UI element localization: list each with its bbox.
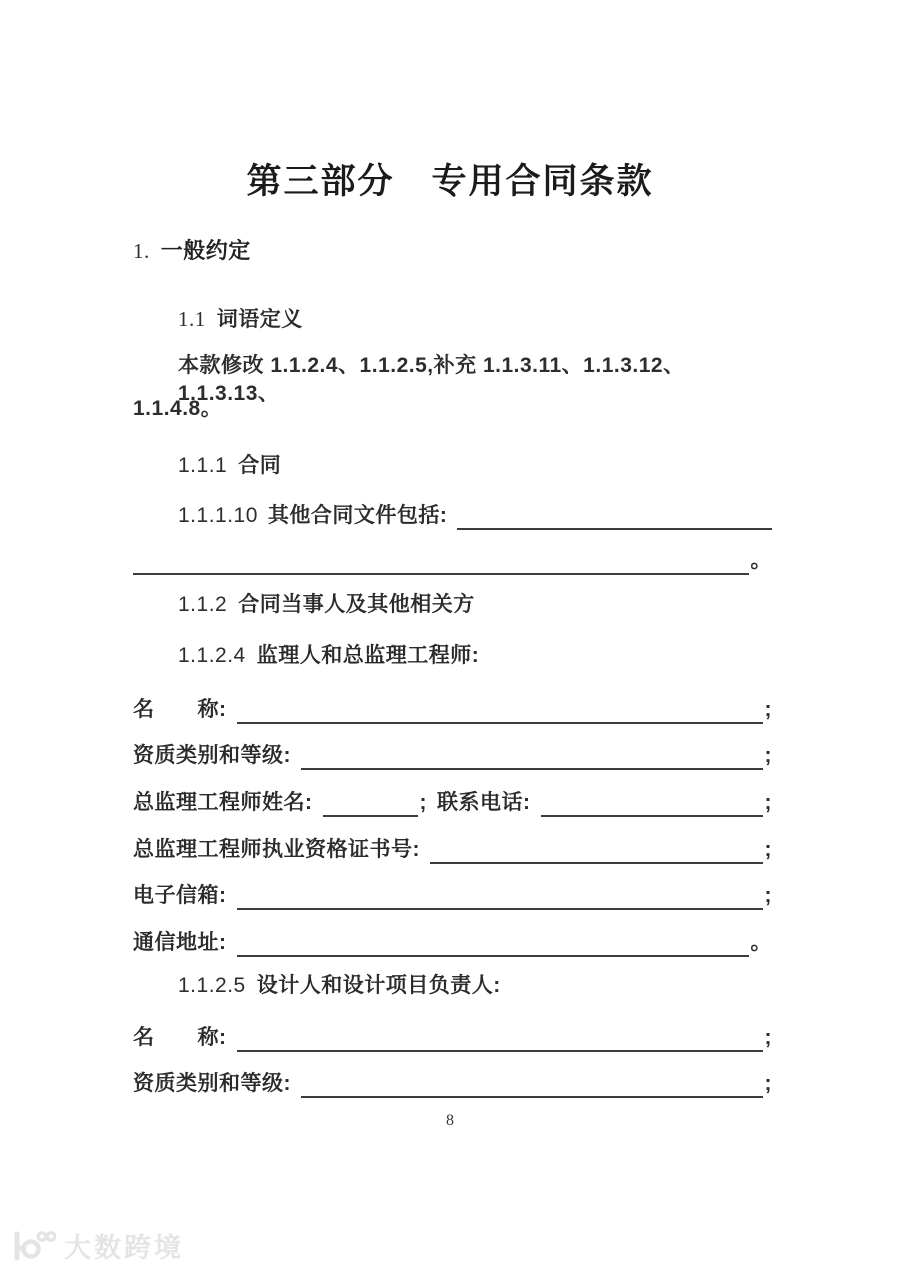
document-title: 第三部分 专用合同条款 bbox=[246, 162, 654, 201]
supervisor-qualification-semicolon: ; bbox=[764, 743, 772, 767]
supervisor-email-blank-line bbox=[237, 908, 763, 910]
designer-name-row bbox=[133, 1020, 772, 1052]
section-1-title: 一般约定 bbox=[160, 238, 251, 263]
supervisor-email-semicolon: ; bbox=[764, 883, 772, 907]
section-heading-1-1-2-4 bbox=[133, 642, 772, 670]
designer-qualification-blank-line bbox=[301, 1096, 763, 1098]
supervisor-email-label: 电子信箱: bbox=[133, 883, 227, 907]
chief-engineer-certificate-row bbox=[133, 832, 772, 864]
supervisor-address-blank-line bbox=[237, 955, 749, 957]
contact-phone-label: 联系电话: bbox=[437, 790, 531, 814]
designer-name-blank-line bbox=[237, 1050, 763, 1052]
supervisor-qualification-blank-line bbox=[301, 768, 763, 770]
section-1-1-2-title: 合同当事人及其他相关方 bbox=[238, 593, 475, 616]
amendment-paragraph-line-2: 1.1.4.8。 bbox=[133, 397, 223, 420]
section-1-1-2-number: 1.1.2 bbox=[178, 593, 228, 616]
section-1-1-2-4-title: 监理人和总监理工程师: bbox=[256, 644, 480, 667]
section-1-1-1-title: 合同 bbox=[238, 454, 282, 477]
section-1-1-number: 1.1 bbox=[178, 307, 206, 331]
watermark-brand-text: 大数跨境 bbox=[64, 1233, 184, 1263]
designer-qualification-row bbox=[133, 1066, 772, 1098]
clause-1-1-1-10-label: 其他合同文件包括: bbox=[267, 503, 448, 527]
section-1-1-2-5-number: 1.1.2.5 bbox=[178, 974, 246, 997]
continuation-period: 。 bbox=[750, 548, 772, 572]
clause-1-1-1-10-number: 1.1.1.10 bbox=[178, 503, 258, 527]
designer-qualification-semicolon: ; bbox=[764, 1071, 772, 1095]
section-heading-1-1-2 bbox=[133, 591, 772, 619]
chief-engineer-name-blank-line bbox=[323, 815, 418, 817]
supervisor-name-semicolon: ; bbox=[764, 697, 772, 721]
section-1-1-2-4-number: 1.1.2.4 bbox=[178, 644, 246, 667]
chief-engineer-certificate-semicolon: ; bbox=[764, 837, 772, 861]
chief-engineer-name-semicolon: ; bbox=[419, 790, 427, 814]
supervisor-address-period: 。 bbox=[750, 930, 772, 954]
supervisor-email-row bbox=[133, 878, 772, 910]
section-1-1-1-number: 1.1.1 bbox=[178, 454, 228, 477]
supervisor-address-row bbox=[133, 925, 772, 957]
supervisor-name-row bbox=[133, 692, 772, 724]
supervisor-qualification-row bbox=[133, 738, 772, 770]
page-number: 8 bbox=[446, 1112, 454, 1129]
contact-phone-semicolon: ; bbox=[764, 790, 772, 814]
contact-phone-blank-line bbox=[541, 815, 763, 817]
clause-1-1-1-10-row bbox=[133, 498, 772, 530]
other-contract-documents-blank-line bbox=[457, 528, 772, 530]
section-1-1-2-5-title: 设计人和设计项目负责人: bbox=[256, 974, 501, 997]
supervisor-qualification-label: 资质类别和等级: bbox=[133, 743, 291, 767]
chief-engineer-name-phone-row bbox=[133, 785, 772, 817]
section-1-number: 1. bbox=[133, 239, 150, 263]
chief-engineer-name-label: 总监理工程师姓名: bbox=[133, 790, 313, 814]
amendment-paragraph-line-1: 本款修改 1.1.2.4、1.1.2.5,补充 1.1.3.11、1.1.3.12、1.1.3.13、 bbox=[178, 354, 685, 405]
section-heading-1-1-2-5 bbox=[133, 972, 772, 1000]
designer-qualification-label: 资质类别和等级: bbox=[133, 1071, 291, 1095]
supervisor-name-label: 名 称: bbox=[133, 697, 227, 721]
section-heading-1 bbox=[133, 237, 772, 265]
chief-engineer-certificate-label: 总监理工程师执业资格证书号: bbox=[133, 837, 420, 861]
section-heading-1-1-1 bbox=[133, 452, 772, 480]
brand-logo-icon bbox=[10, 1228, 56, 1264]
watermark bbox=[10, 1226, 184, 1265]
continuation-blank-line bbox=[133, 573, 749, 575]
section-heading-1-1 bbox=[133, 305, 772, 333]
document-body bbox=[133, 237, 772, 1098]
designer-name-semicolon: ; bbox=[764, 1025, 772, 1049]
clause-1-1-1-10-continuation-row bbox=[133, 543, 772, 575]
supervisor-address-label: 通信地址: bbox=[133, 930, 227, 954]
chief-engineer-certificate-blank-line bbox=[430, 862, 763, 864]
section-1-1-title: 词语定义 bbox=[216, 308, 303, 331]
designer-name-label: 名 称: bbox=[133, 1025, 227, 1049]
supervisor-name-blank-line bbox=[237, 722, 763, 724]
